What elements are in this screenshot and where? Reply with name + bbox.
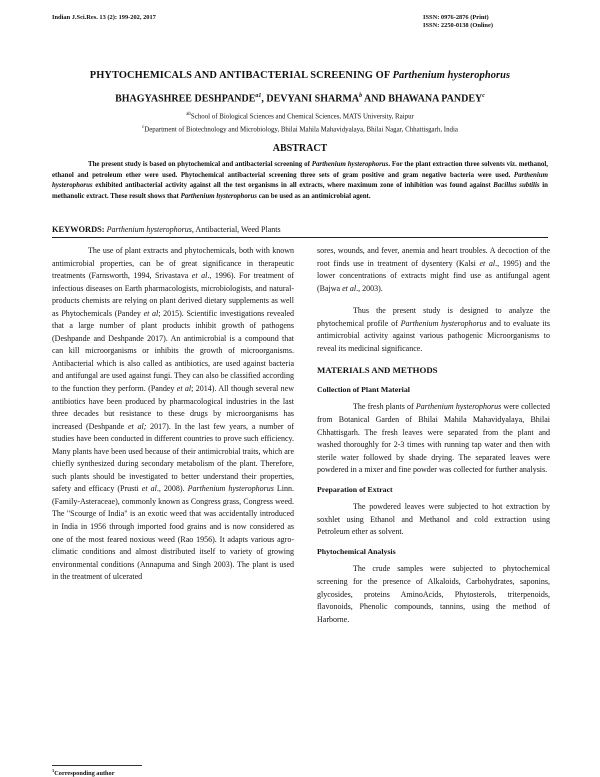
paragraph-gap bbox=[317, 295, 550, 305]
affiliation-2-mark: c bbox=[142, 125, 145, 130]
paper-title bbox=[0, 70, 600, 81]
issn-block bbox=[423, 14, 493, 30]
affiliation-1-text: School of Biological Sciences and Chemical Sciences, MATS University, Raipur bbox=[190, 113, 414, 121]
author-3-mark: c bbox=[482, 93, 485, 99]
author-2-mark: b bbox=[359, 93, 363, 99]
keyword-species: Parthenium hysterophorus, bbox=[106, 225, 194, 234]
affiliation-1-mark: ab bbox=[186, 112, 191, 117]
keywords-divider bbox=[52, 237, 548, 238]
footnote-mark: 1 bbox=[52, 768, 55, 773]
extract-paragraph: The powdered leaves were subjected to hot extraction by soxhlet using Ethanol and Methanol and cold extraction using Petroleum ether as solvent. bbox=[317, 502, 550, 537]
issn-print: ISSN: 0976-2876 (Print) bbox=[423, 14, 489, 21]
keywords-line bbox=[52, 225, 548, 235]
issn-online: ISSN: 2250-0138 (Online) bbox=[423, 22, 493, 29]
journal-citation: Indian J.Sci.Res. 13 (2): 199-202, 2017 bbox=[52, 14, 156, 21]
title-text: PHYTOCHEMICALS AND ANTIBACTERIAL SCREENING OF bbox=[89, 70, 393, 81]
phytochemical-heading: Phytochemical Analysis bbox=[317, 546, 396, 556]
intro-paragraph: The use of plant extracts and phytochemicals, both with known antimicrobial properties, can be of great significance in therapeutic treatments (Farnsworth, 1994, Srivastava et al., 1996). For treatment of infectious diseases on Earth pharmacologists, microbiologists, and natural-products chemists are relying on plant derived dietary supplements as well as Phytochemicals (Pandey et al; 2015). Scientific investigations revealed that a large number of plant products inhibit growth of pathogens (Deshpande and Deshpande 2017). An antimicrobial is a compound that can kill microorganisms or inhibits the growth of microorganisms. Antibacterial which is also called as antibiotics, are used against bacteria and antifungal are used against fungi. They can also be classified according to the function they perform. (Pandey et al; 2014). All though several new antibiotics have been produced by pharmacological industries in the last three decades but resistance to these drugs by microorganisms has increased (Deshpande et al; 2017). In the last few years, a number of studies have been conducted in different countries to prove such efficiency. Many plants have been used because of their antimicrobial traits, which are chiefly synthesized during secondary metabolism of the plant. Therefore, such plants should be investigated to better understand their properties, safety and efficacy (Prusti et al., 2008). Parthenium hysterophorus Linn. (Family-Asteraceae), commonly known as Congress grass, Congress weed. The "Scourge of India" is an exotic weed that was accidentally introduced in India in 1956 through imported food grains and is now considered as one of the most feared noxious weed (Rao 1956). It adapts various agro-climatic conditions and almost distributed itself to variety of growing environmental conditions (Annapuma and Singh 2003). The plant is used in the treatment of ulcerated bbox=[52, 246, 295, 582]
aim-paragraph: Thus the present study is designed to analyze the phytochemical profile of Parthenium hysterophorus and to evaluate its antimicrobial activity against various pathogenic Microorganisms to reveal its medicinal significance. bbox=[317, 306, 550, 353]
methods-heading: MATERIALS AND METHODS bbox=[317, 365, 438, 376]
author-1-mark: a1 bbox=[255, 93, 262, 99]
abstract-body: The present study is based on phytochemical and antibacterial screening of Parthenium hysterophorus. For the plant extraction three solvents viz. methanol, ethanol and petroleum ether were used. Phytochemical antibacterial screening three sets of gram positive and gram negative bacteria were used. Parthenium hysterophorus exhibited antibacterial activity against all the test organisms in all extracts, where maximum zone of inhibition was found against Bacillus subtilis in methanolic extract. These result shows that Parthenium hysterophorus can be used as an antimicrobial agent. bbox=[52, 161, 548, 200]
author-2: , DEVYANI SHARMA bbox=[261, 93, 360, 105]
phytochemical-paragraph: The crude samples were subjected to phytochemical screening for the presence of Alkaloids, Carbohydrates, saponins, glycosides, proteins AminoAcids, Phytosterols, triterpenoids, flavonoids, Phenolic compounds, tannins, using the method of Harborne. bbox=[317, 564, 550, 624]
keywords-label: KEYWORDS: bbox=[52, 225, 105, 234]
intro-continued-paragraph: sores, wounds, and fever, anemia and heart troubles. A decoction of the root finds use in treatment of dysentery (Kalsi et al., 1995) and the lower concentrations of extracts might find use as antifungal agent (Bajwa et al., 2003). bbox=[317, 246, 550, 293]
footnote-divider bbox=[52, 765, 142, 766]
author-1: BHAGYASHREE DESHPANDE bbox=[115, 93, 256, 105]
affiliation-1 bbox=[0, 112, 600, 120]
affiliation-2-text: Department of Biotechnology and Microbiology, Bhilai Mahila Mahavidyalaya, Bhilai Nagar, Chhattisgarh, India bbox=[144, 126, 458, 134]
author-3: AND BHAWANA PANDEY bbox=[362, 93, 483, 105]
author-list bbox=[0, 93, 600, 104]
collection-heading: Collection of Plant Material bbox=[317, 384, 410, 394]
footnote-text: Corresponding author bbox=[54, 770, 115, 777]
keyword-rest: Antibacterial, Weed Plants bbox=[193, 225, 281, 234]
collection-paragraph: The fresh plants of Parthenium hysterophorus were collected from Botanical Garden of Bhilai Mahila Mahavidyalaya, Bhilai Chhattisgarh. The fresh leaves were separated from the plant and washed thoroughly for 2-3 times with running tap water and then with sterile water followed by shade drying. The separated leaves were powdered in a mixer and fine powder was collected for further analysis. bbox=[317, 402, 550, 475]
affiliation-2 bbox=[0, 125, 600, 133]
right-column bbox=[317, 245, 550, 626]
abstract-heading: ABSTRACT bbox=[272, 143, 328, 154]
left-column bbox=[52, 245, 294, 584]
extract-heading: Preparation of Extract bbox=[317, 484, 393, 494]
title-species: Parthenium hysterophorus bbox=[392, 70, 511, 81]
